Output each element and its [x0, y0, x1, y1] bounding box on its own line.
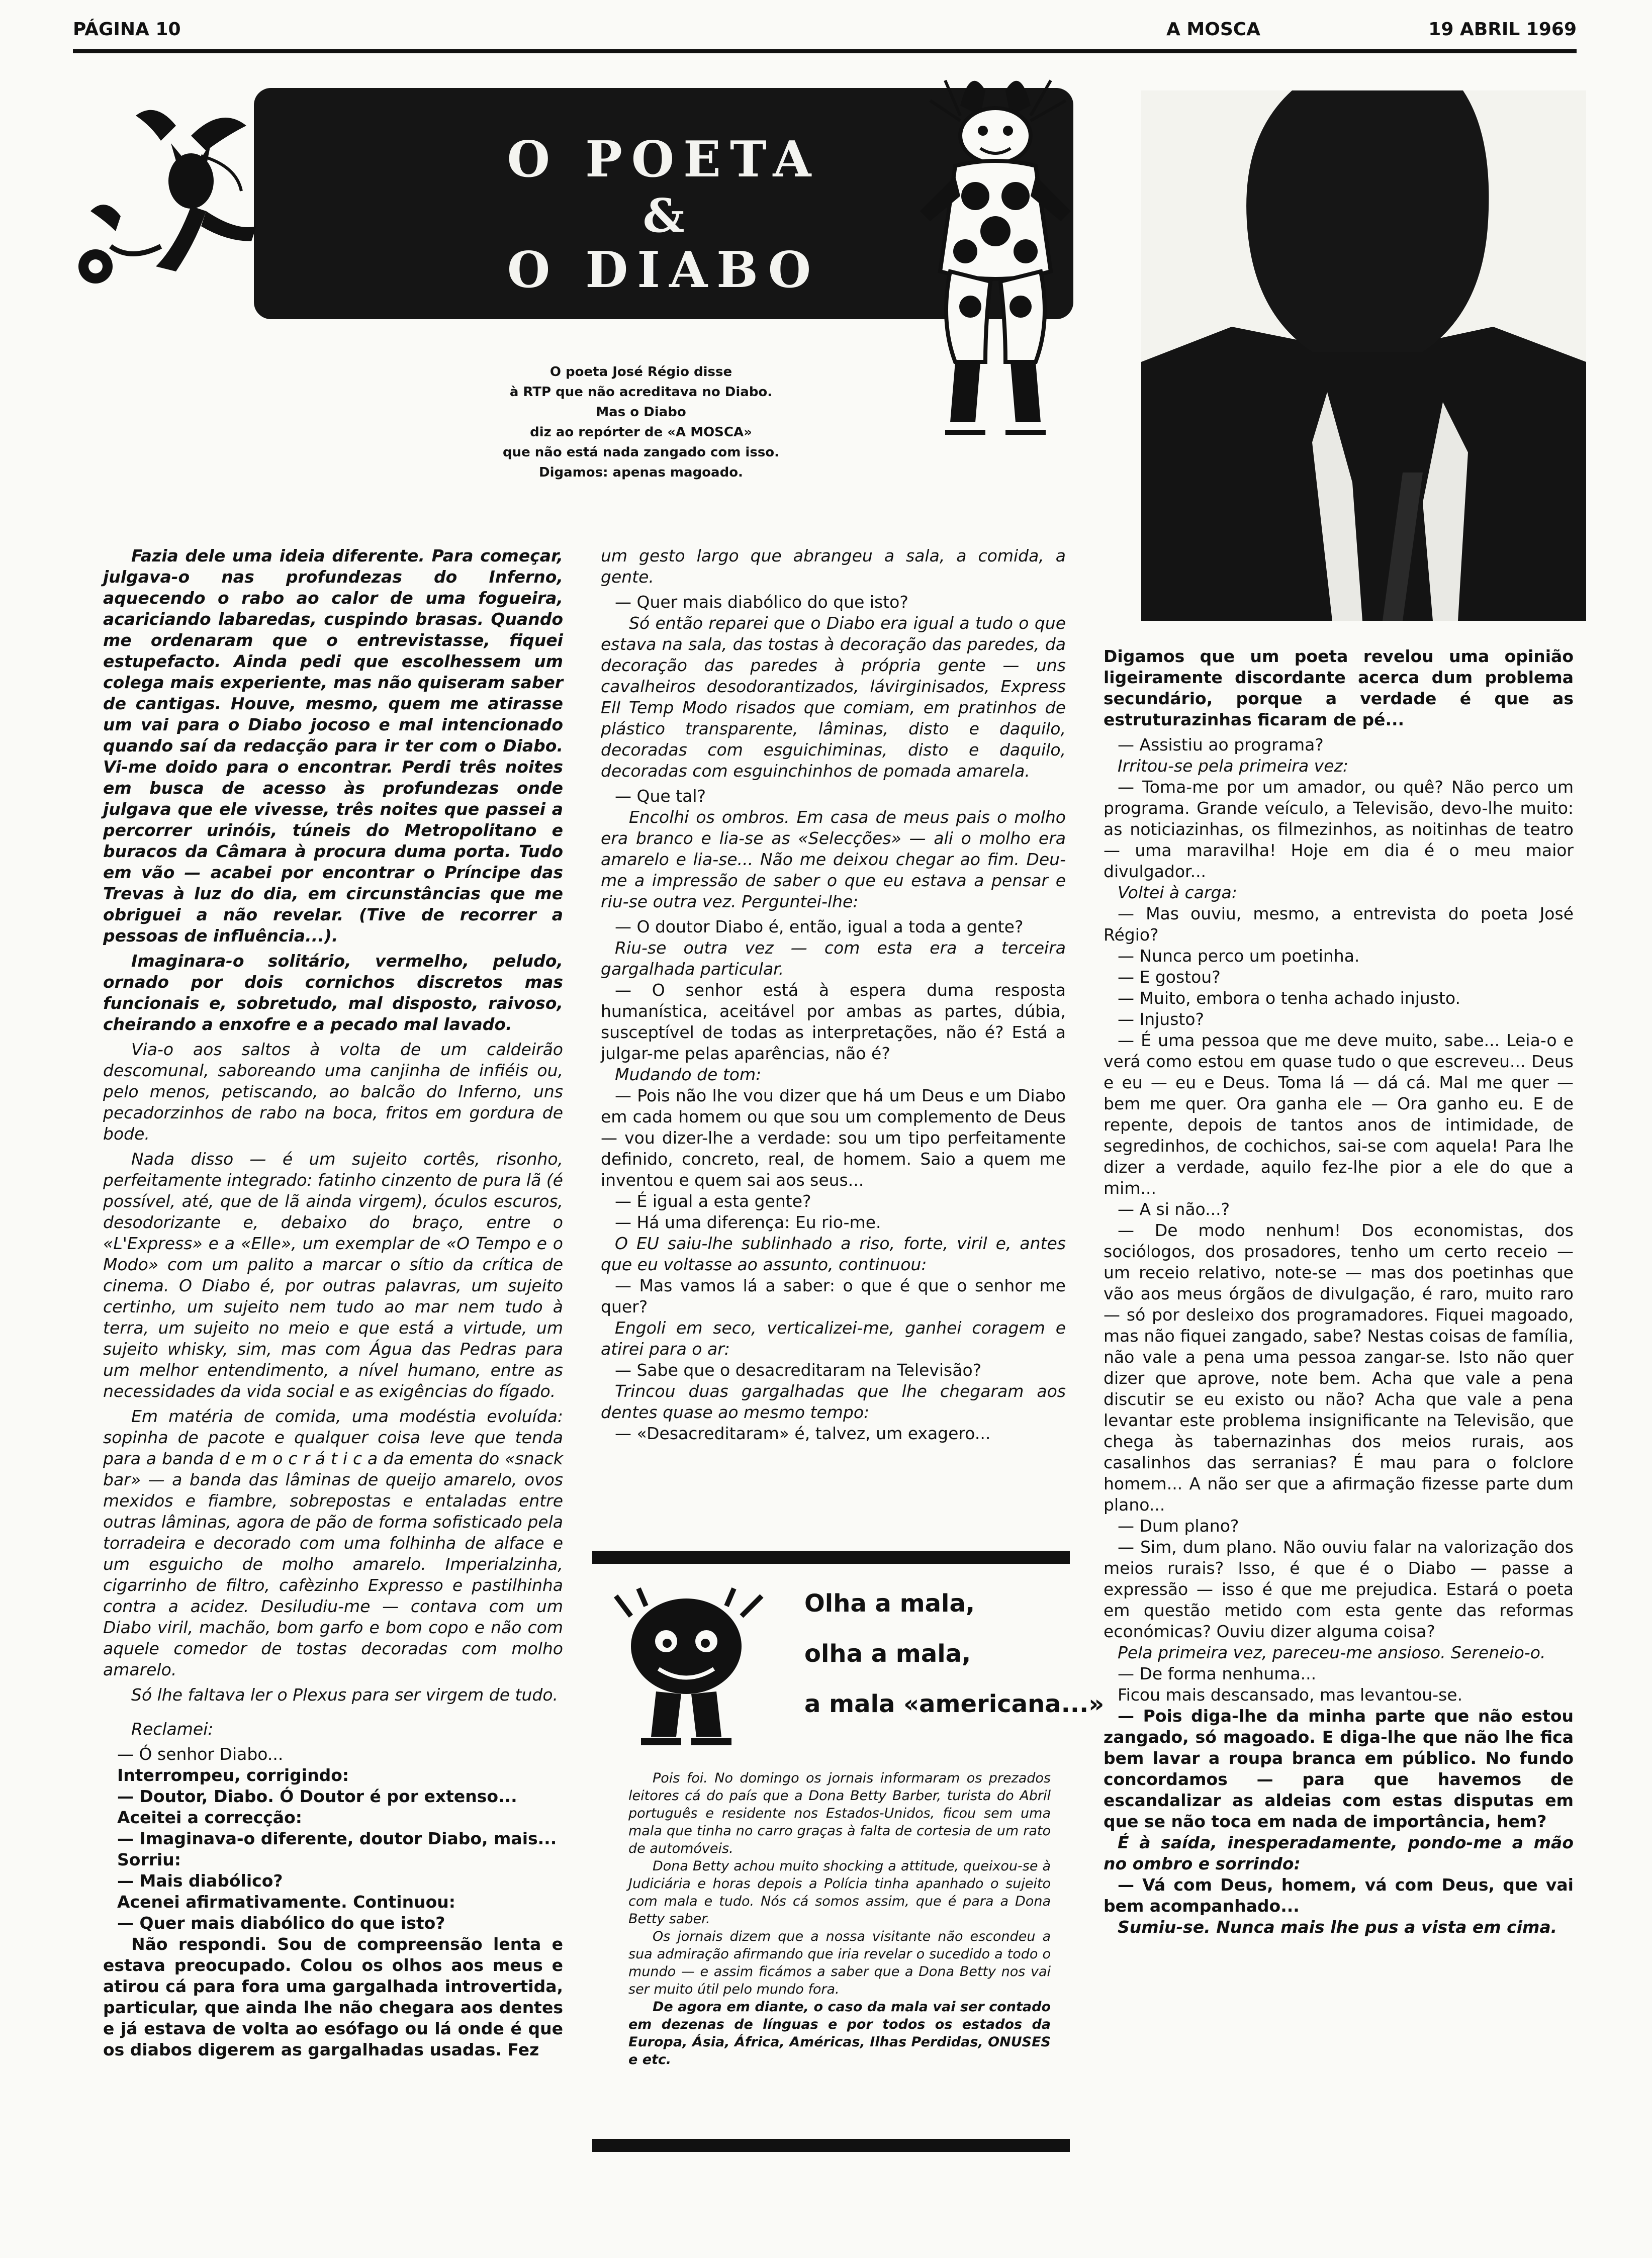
- dialogue-line: Sumiu-se. Nunca mais lhe pus a vista em cima.: [1118, 1917, 1557, 1937]
- dialogue-line: — De modo nenhum! Dos economistas, dos sociólogos, dos prosadores, tenho um certo receio — um receio relativo, note-se — mas dos poetinhas que vão aos meus órgãos de divulgação, é raro, muito raro — só por desleixo dos programadores. Fiquei magoado, mas não fiquei zangado, sabe? Nestas coisas de família, não vale a pena uma pessoa zangar-se. Isto não quer dizer que aprove, note bem. Acha que vale a pena discutir se eu existo ou não? Acha que vale a pena levantar este problema insignificante na Televisão, que chega às tabernazinhas dos meios rurais, aos casalinhos das serranias? É mau para o folclore homem... A não ser que a afirmação fizesse parte dum plano...: [1104, 1220, 1574, 1515]
- paragraph: Em matéria de comida, uma modéstia evoluída: sopinha de pacote e qualquer coisa leve que tenda para a banda d e m o c r á t i c a da ementa do «snack bar» — a banda das lâminas de queijo amarelo, ovos mexidos e fiambre, sobrepostas e entaladas entre outras lâminas, agora de pão de forma sofisticado pela torradeira e decorado com uma folhinha de alface e um esguicho de molho amarelo. Imperialzinha, cigarrinho de filtro, cafèzinho Expresso e pastilhinha contra a acidez. Desiludiu-me — contava com um Diabo viril, machão, bom garfo e bom copo e não com aquele comedor de tostas decoradas com molho amarelo.: [103, 1406, 563, 1679]
- title-line-2: O DIABO: [507, 241, 820, 299]
- publication-name: A MOSCA: [1166, 19, 1261, 40]
- dialogue-line: — Quer mais diabólico do que isto?: [615, 592, 908, 612]
- running-head: [73, 14, 1577, 53]
- issue-date: 19 ABRIL 1969: [1428, 19, 1577, 40]
- sidebar-top-rule: [592, 1551, 1070, 1564]
- standfirst-line: Digamos: apenas magoado.: [539, 465, 743, 480]
- dialogue-line: — Que tal?: [615, 786, 706, 806]
- dialogue-line: — É igual a esta gente?: [615, 1191, 811, 1211]
- dialogue-line: — Assistiu ao programa?: [1118, 735, 1324, 755]
- paragraph: Encolhi os ombros. Em casa de meus pais o molho era branco e lia-se as «Selecções» — ali o molho era amarelo e lia-se... Não me deixou chegar ao fim. Deu-me a impressão de saber o que eu estava a pensar e riu-se outra vez. Perguntei-lhe:: [601, 807, 1066, 911]
- devil-illustration-left: [75, 96, 287, 312]
- dialogue-line: Voltei à carga:: [1118, 883, 1237, 902]
- dialogue-line: O EU saiu-lhe sublinhado a riso, forte, viril e, antes que eu voltasse ao assunto, continuou:: [601, 1234, 1066, 1274]
- dialogue-line: — Injusto?: [1118, 1009, 1205, 1029]
- paragraph: Reclamei:: [131, 1719, 214, 1739]
- standfirst-line: diz ao repórter de «A MOSCA»: [530, 425, 752, 440]
- sidebar-bottom-rule: [592, 2139, 1070, 2152]
- dialogue-line: É à saída, inesperadamente, pondo-me a mão no ombro e sorrindo:: [1104, 1833, 1574, 1873]
- article-standfirst: [432, 362, 850, 483]
- paragraph: um gesto largo que abrangeu a sala, a comida, a gente.: [601, 546, 1066, 587]
- dialogue-line: — A si não...?: [1118, 1199, 1230, 1219]
- dialogue-line: — Vá com Deus, homem, vá com Deus, que vai bem acompanhado...: [1104, 1875, 1574, 1916]
- dialogue-line: — Sim, dum plano. Não ouviu falar na valorização dos meios rurais? Isso, é que é o Diabo — passe a expressão — isso é que me prejudica. Estará o poeta em questão metido com esta gente das reformas económicas? Ouviu dizer alguma coisa?: [1104, 1537, 1574, 1641]
- dialogue-line: — Pois diga-lhe da minha parte que não estou zangado, só magoado. E diga-lhe que não lhe fica bem lavar a roupa branca em público. No fundo concordamos — para que havemos de escandalizar as aldeias com estas disputas em que se não toca em nada de importância, hem?: [1104, 1706, 1574, 1831]
- paragraph: Fazia dele uma ideia diferente. Para começar, julgava-o nas profundezas do Inferno, aquecendo o rabo ao calor de uma fogueira, acariciando labaredas, cuspindo brasas. Quando me ordenaram que o entrevistasse, fiquei estupefacto. Ainda pedi que escolhessem um colega mais experiente, mas não quiseram saber de cantigas. Houve, mesmo, quem me atirasse um vai para o Diabo jocoso e mal intencionado quando saí da redacção para ir ter com o Diabo. Vi-me doido para o encontrar. Perdi três noites em busca de acesso às profundezas onde julgava que ele vivesse, três noites que passei a percorrer urinóis, túneis do Metropolitano e buracos da Câmara à procura duma porta. Tudo em vão — acabei por encontrar o Príncipe das Trevas à luz do dia, em circunstâncias que me obriguei a não revelar. (Tive de recorrer a pessoas de influência...).: [103, 546, 563, 946]
- dialogue-line: — É uma pessoa que me deve muito, sabe... Leia-o e verá como estou em quase tudo o que escreveu... Deus e eu — eu e Deus. Toma lá — dá cá. Mal me quer — bem me quer. Ora ganha ele — Ora ganho eu. E de repente, depois de tantos anos de intimidade, de segredinhos, de cochichos, sai-se com aquela! Para lhe dizer a verdade, aquilo fez-lhe pior a ele do que a mim...: [1104, 1030, 1574, 1198]
- paragraph: De agora em diante, o caso da mala vai ser contado em dezenas de línguas e por todos os estados da Europa, Ásia, África, Américas, Ilhas Perdidas, ONUSES e etc.: [628, 1999, 1051, 2067]
- paragraph: Pois foi. No domingo os jornais informaram os prezados leitores cá do país que a Dona Betty Barber, turista do Abril português e residente nos Estados-Unidos, ficou sem uma mala que tinha no carro graças à falta de cortesia de um rato de automóveis.: [628, 1770, 1051, 1856]
- sidebar-heading-line: olha a mala,: [804, 1640, 971, 1668]
- dialogue-line: Irritou-se pela primeira vez:: [1118, 756, 1348, 776]
- troll-illustration: [611, 1586, 767, 1752]
- page-number: PÁGINA 10: [73, 19, 181, 40]
- dialogue-line: — Nunca perco um poetinha.: [1118, 946, 1360, 966]
- dialogue-line: Mudando de tom:: [615, 1065, 762, 1084]
- dialogue-line: Interrompeu, corrigindo:: [117, 1765, 349, 1785]
- paragraph: Só então reparei que o Diabo era igual a tudo o que estava na sala, das tostas à decoração das paredes, da decoração das paredes à própria gente — uns cavalheiros desodorantizados, lávirginisados, Express Ell Temp Modo risados que comiam, em pratinhos de plástico transparente, lâminas, disto e daquilo, decoradas com esguichiminas, disto e daquilo, decoradas com esguinchinhos de pomada amarela.: [601, 613, 1066, 781]
- dialogue-line: Trincou duas gargalhadas que lhe chegaram aos dentes quase ao mesmo tempo:: [601, 1381, 1066, 1422]
- dialogue-line: — Dum plano?: [1118, 1516, 1239, 1536]
- paragraph: Não respondi. Sou de compreensão lenta e estava preocupado. Colou os olhos aos meus e atirou cá para fora uma gargalhada introvertida, particular, que ainda lhe não chegara aos dentes e já estava de volta ao esófago ou lá onde é que os diabos digerem as gargalhadas usadas. Fez: [103, 1934, 563, 2059]
- dialogue-line: — De forma nenhuma...: [1118, 1664, 1317, 1683]
- article-column-2: [601, 545, 1066, 1444]
- title-line-1: O POETA: [507, 131, 820, 189]
- sidebar-body: [628, 1769, 1051, 2068]
- dialogue-line: Aceitei a correcção:: [117, 1808, 302, 1827]
- dialogue-line: — Sabe que o desacreditaram na Televisão?: [615, 1360, 982, 1380]
- dialogue-line: — Toma-me por um amador, ou quê? Não perco um programa. Grande veículo, a Televisão, devo-lhe muito: as noticiazinhas, os filmezinhos, as noitinhas de teatro — uma maravilha! Hoje em dia é o meu maior divulgador...: [1104, 777, 1574, 881]
- sidebar-heading: [804, 1578, 1105, 1729]
- dialogue-line: Engoli em seco, verticalizei-me, ganhei coragem e atirei para o ar:: [601, 1318, 1066, 1359]
- standfirst-line: Mas o Diabo: [596, 405, 686, 420]
- sidebar-heading-line: a mala «americana...»: [804, 1690, 1105, 1718]
- dialogue-line: — Mas ouviu, mesmo, a entrevista do poeta José Régio?: [1104, 904, 1574, 945]
- paragraph: Via-o aos saltos à volta de um caldeirão descomunal, saboreando uma canjinha de infiéis ou, pelo menos, petiscando, ao balcão do Inferno, uns pecadorzinhos de rabo na boca, fritos em gordura de bode.: [103, 1040, 563, 1144]
- title-ampersand: &: [643, 189, 685, 243]
- article-column-1: [103, 545, 563, 2064]
- dialogue-line: — Mas vamos lá a saber: o que é que o senhor me quer?: [601, 1276, 1066, 1316]
- dialogue-line: — O doutor Diabo é, então, igual a toda a gente?: [615, 917, 1024, 936]
- dialogue-line: Pela primeira vez, pareceu-me ansioso. Sereneio-o.: [1118, 1643, 1546, 1662]
- dialogue-line: — Mais diabólico?: [117, 1871, 283, 1891]
- dialogue-line: — Ó senhor Diabo...: [117, 1744, 284, 1764]
- article-column-3: [1104, 646, 1574, 1938]
- dialogue-line: Sorriu:: [117, 1850, 181, 1869]
- standfirst-line: à RTP que não acreditava no Diabo.: [509, 385, 773, 400]
- dialogue-line: Acenei afirmativamente. Continuou:: [117, 1892, 455, 1912]
- standfirst-line: que não está nada zangado com isso.: [502, 445, 780, 460]
- dialogue-line: — E gostou?: [1118, 967, 1221, 987]
- dialogue-line: — Pois não lhe vou dizer que há um Deus e um Diabo em cada homem ou que sou um complemento de Deus — vou dizer-lhe a verdade: sou um tipo perfeitamente definido, concreto, real, de homem. Saio a quem me inventou e quem sai aos seus...: [601, 1086, 1066, 1190]
- dialogue-line: — Imaginava-o diferente, doutor Diabo, mais...: [117, 1829, 557, 1848]
- dialogue-line: Ficou mais descansado, mas levantou-se.: [1118, 1685, 1463, 1705]
- devil-illustration-right: [900, 60, 1091, 462]
- dialogue-line: — Há uma diferença: Eu rio-me.: [615, 1212, 881, 1232]
- paragraph: Dona Betty achou muito shocking a attitude, queixou-se à Judiciária e horas depois a Polícia tinha apanhado o sujeito com mala e tudo. Nós cá somos assim, que é para a Dona Betty saber.: [628, 1858, 1051, 1927]
- sidebar-heading-line: Olha a mala,: [804, 1589, 975, 1618]
- dialogue-line: — Muito, embora o tenha achado injusto.: [1118, 988, 1461, 1008]
- dialogue-line: — Doutor, Diabo. Ó Doutor é por extenso...: [117, 1786, 517, 1806]
- paragraph: Imaginara-o solitário, vermelho, peludo, ornado por dois cornichos discretos mas funcionais e, sobretudo, mal disposto, raivoso, cheirando a enxofre e a pecado mal lavado.: [103, 951, 563, 1034]
- dialogue-line: — «Desacreditaram» é, talvez, um exagero...: [615, 1424, 991, 1443]
- paragraph: Nada disso — é um sujeito cortês, risonho, perfeitamente integrado: fatinho cinzento de pura lã (é possível, até, que de lã ainda virgem), óculos escuros, desodorizante e, debaixo do braço, entre o «L'Express» e a «Elle», um exemplar de «O Tempo e o Modo» com um palito a marcar o sítio da crítica de cinema. O Diabo é, por outras palavras, um sujeito certinho, um sujeito nem tudo ao mar nem tudo à terra, um sujeito no meio e que está a virtude, um sujeito whisky, sim, mas com Água das Pedras para um melhor entendimento, a nível humano, entre as necessidades da vida social e as exigências do fígado.: [103, 1149, 563, 1401]
- dialogue-line: — O senhor está à espera duma resposta humanística, aceitável por ambas as partes, dúbia, susceptível de todas as interpretações, não é? Está a julgar-me pelas aparências, não é?: [601, 980, 1066, 1063]
- paragraph: Digamos que um poeta revelou uma opinião ligeiramente discordante acerca dum problema secundário, porque a verdade é que as estruturazinhas ficaram de pé...: [1104, 646, 1574, 729]
- paragraph: Só lhe faltava ler o Plexus para ser virgem de tudo.: [131, 1685, 558, 1705]
- paragraph: Os jornais dizem que a nossa visitante não escondeu a sua admiração afirmando que iria revelar o sucedido a todo o mundo — e assim ficámos a saber que a Dona Betty nos vai ser muito útil pelo mundo fora.: [628, 1929, 1051, 1997]
- dialogue-line: — Quer mais diabólico do que isto?: [117, 1913, 445, 1933]
- portrait-photo: [1141, 90, 1586, 621]
- standfirst-line: O poeta José Régio disse: [549, 364, 732, 380]
- dialogue-line: Riu-se outra vez — com esta era a terceira gargalhada particular.: [601, 938, 1066, 979]
